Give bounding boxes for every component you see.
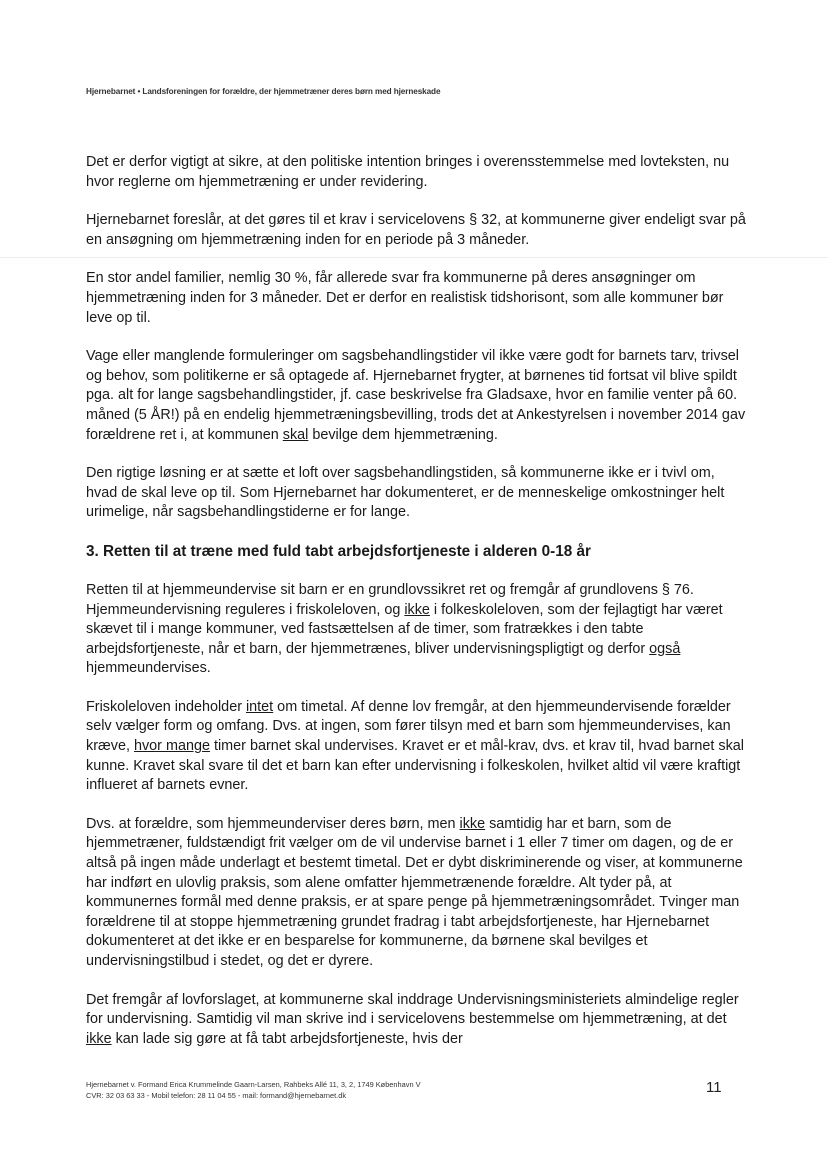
paragraph-p4 [86, 347, 746, 445]
underlined-text: intet [245, 698, 274, 715]
paragraph-p3 [86, 269, 746, 328]
footer-address: Hjernebarnet v. Formand Erica Krummelinde Gaarn-Larsen, Rahbeks Allé 11, 3, 2, 1749 København V [86, 1080, 421, 1089]
footer-contact: CVR: 32 03 63 33 - Mobil telefon: 28 11 04 55 - mail: formand@hjernebarnet.dk [86, 1091, 347, 1100]
text-segment: bevilge dem hjemmetræning. [308, 426, 498, 443]
text-segment: Friskoleloven indeholder [86, 698, 246, 715]
underlined-text: hvor mange [133, 738, 210, 755]
text-segment: Vage eller manglende formuleringer om sagsbehandlingstider vil ikke være godt for barnets tarv, trivsel og behov, som politikerne er så optagede af. Hjernebarnet frygter, at børnenes tid fortsat vil blive spildt pga. alt for lange sagsbehandlingstider, jf. case beskrivelse fra Gladsaxe, hvor en familie venter på 60. måned (5 ÅR!) på en endelig hjemmetræningsbevilling, trods det at Ankestyrelsen i november 2014 gav forældrene ret i, at kommunen [86, 348, 746, 443]
text-segment: Retten til at hjemmeundervise sit barn er en grundlovssikret ret og fremgår af grundlovens § 76. Hjemmeundervisning reguleres i friskoleloven, og [86, 581, 694, 618]
document-body [86, 153, 746, 1068]
underlined-text: ikke [404, 601, 430, 618]
text-segment: hjemmeundervises. [86, 660, 211, 677]
paragraph-p9 [86, 991, 746, 1050]
text-segment: Hjernebarnet foreslår, at det gøres til et krav i servicelovens § 32, at kommunerne giver endeligt svar på en ansøgning om hjemmetræning inden for en periode på 3 måneder. [86, 212, 746, 248]
paragraph-p8 [86, 815, 746, 972]
text-segment: timer barnet skal undervises. Kravet er et mål-krav, dvs. et krav til, hvad barnet skal kunne. Kravet skal svare til det et barn kan efter undervisning i folkeskolen, hvilket altid vil være kraftigt influeret af barnets evner. [86, 738, 744, 794]
paragraph-p7 [86, 698, 746, 796]
text-segment: Det fremgår af lovforslaget, at kommunerne skal inddrage Undervisningsministeriets almindelige regler for undervisning. Samtidig vil man skrive ind i servicelovens bestemmelse om hjemmetræning, at det [86, 991, 739, 1028]
text-segment: Den rigtige løsning er at sætte et loft over sagsbehandlingstiden, så kommunerne ikke er i tvivl om, hvad de skal leve op til. Som Hjernebarnet har dokumenteret, er de menneskelige omkostninger helt urimelige, når sagsbehandlingstiderne er for lange. [86, 465, 725, 521]
paragraph-p6 [86, 581, 746, 679]
paragraph-p5 [86, 464, 746, 523]
text-segment: samtidig har et barn, som de hjemmetræner, fuldstændigt frit vælger om de vil undervise barnet i 1 eller 7 timer om dagen, og de er altså på ingen måde underlagt et bestemt timetal. Det er dybt diskriminerende og viser, at kommunerne har indført en ulovlig praksis, som alene omfatter hjemmetrænende forældre. Alt tyder på, at kommunernes formål med denne praksis, er at spare penge på hjemmetræningsområdet. Tvinger man forældrene til at stoppe hjemmetræning grundet fradrag i tabt arbejdsfortjeneste, har Hjernebarnet dokumenteret at det ikke er en besparelse for kommunerne, da børnene skal bevilges et undervisningstilbud i stedet, og det er dyrere. [86, 815, 743, 969]
text-segment: En stor andel familier, nemlig 30 %, får allerede svar fra kommunerne på deres ansøgninger om hjemmetræning inden for 3 måneder. Det er derfor en realistisk tidshorisont, som alle kommuner bør leve op til. [86, 270, 724, 326]
text-segment: om timetal. Af denne lov fremgår, at den hjemmeundervisende forælder selv vælger form og omfang. Dvs. at ingen, som fører tilsyn med et barn som hjemmeundervises, kan kræve, [86, 698, 731, 755]
page-number: 11 [706, 1079, 722, 1096]
underlined-text: også [649, 640, 681, 657]
paragraph-p2 [86, 211, 746, 250]
underlined-text: ikke [86, 1030, 112, 1047]
section-heading: 3. Retten til at træne med fuld tabt arbejdsfortjeneste i alderen 0-18 år [86, 542, 591, 560]
text-segment: i folkeskoleloven, som der fejlagtigt har været skævet til i mange kommuner, ved fastsættelsen af de timer, som fratrækkes i den tabte arbejdsfortjeneste, når et barn, der hjemmetrænes, bliver undervisningspligtigt og derfor [86, 601, 723, 657]
page-header: Hjernebarnet • Landsforeningen for forældre, der hjemmetræner deres børn med hjerneskade [86, 87, 441, 96]
paragraph-p1 [86, 153, 746, 192]
paragraph-group-1 [86, 153, 746, 523]
text-segment: Det er derfor vigtigt at sikre, at den politiske intention bringes i overensstemmelse med lovteksten, nu hvor reglerne om hjemmetræning er under revidering. [86, 154, 730, 190]
paragraph-group-2 [86, 581, 746, 1049]
page-footer [86, 1079, 421, 1101]
underlined-text: skal [282, 426, 309, 443]
text-segment: kan lade sig gøre at få tabt arbejdsfortjeneste, hvis der [111, 1030, 463, 1047]
text-segment: Dvs. at forældre, som hjemmeunderviser deres børn, men [86, 815, 460, 832]
underlined-text: ikke [459, 815, 486, 832]
